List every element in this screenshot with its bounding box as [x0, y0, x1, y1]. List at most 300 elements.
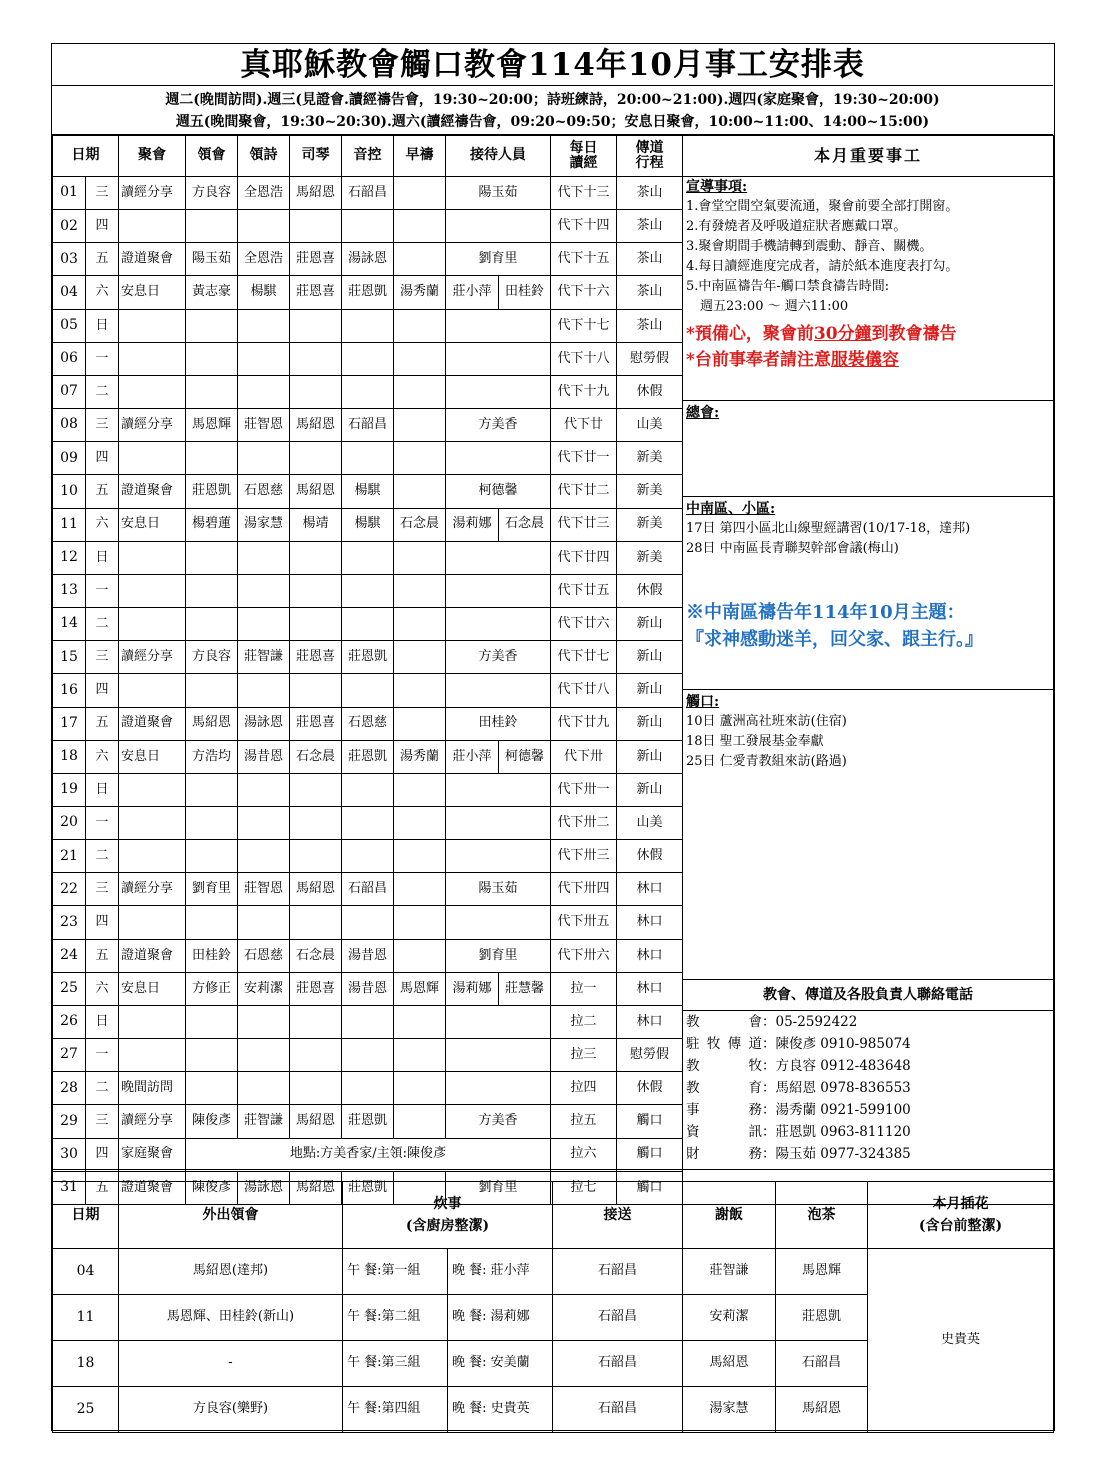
morning-prayer-cell: [394, 906, 446, 939]
meeting-cell: 安息日: [119, 508, 186, 541]
header-piano: 司琴: [290, 136, 342, 177]
transport-cell: 石韶昌: [553, 1295, 683, 1341]
reception-cell: [446, 1039, 551, 1072]
contact-row: [686, 1055, 1050, 1077]
reception-cell: [446, 608, 551, 641]
reception-cell: 湯莉娜: [446, 972, 499, 1005]
hymn-cell: [238, 342, 290, 375]
weekday-cell: 一: [86, 1039, 119, 1072]
contact-colon: ：: [762, 1102, 776, 1118]
lead-cell: [186, 906, 238, 939]
hymn-cell: [238, 375, 290, 408]
piano-cell: 馬紹恩: [290, 1171, 342, 1204]
date-cell: 21: [53, 840, 86, 873]
lunch-cell: 午 餐:第四組: [343, 1387, 448, 1433]
piano-cell: [290, 574, 342, 607]
dinner-cell: 晚 餐: 史貴英: [448, 1387, 553, 1433]
date-cell: 30: [53, 1138, 86, 1171]
header-mission-l1: 傳道: [635, 139, 664, 156]
sound-cell: 湯昔恩: [342, 972, 394, 1005]
lead-cell: [186, 342, 238, 375]
contact-colon: ：: [762, 1014, 776, 1030]
morning-prayer-cell: [394, 840, 446, 873]
meeting-times: [52, 86, 1053, 135]
publicity-item: 5.中南區禱告年-觸口禁食禱告時間:: [686, 279, 890, 294]
tea-cell: 馬恩輝: [776, 1249, 868, 1295]
sound-cell: 莊恩凱: [342, 1171, 394, 1204]
region-item: 28日 中南區長青聯契幹部會議(梅山): [686, 541, 899, 556]
duty-date-cell: 25: [53, 1387, 119, 1433]
mission-cell: 新山: [617, 740, 683, 773]
daily-reading-cell: 拉二: [551, 1005, 617, 1038]
reminder-prayer-c: 到教會禱告: [871, 324, 957, 344]
weekday-cell: 二: [86, 840, 119, 873]
hymn-cell: [238, 840, 290, 873]
weekday-cell: 五: [86, 939, 119, 972]
reminder-prayer: [686, 321, 1050, 347]
daily-reading-cell: 代下十四: [551, 210, 617, 243]
reception-cell: [446, 210, 551, 243]
mission-cell: 山美: [617, 409, 683, 442]
daily-reading-cell: 代下卅六: [551, 939, 617, 972]
contact-value: 湯秀蘭 0921-599100: [775, 1102, 911, 1118]
daily-reading-cell: 代下廿七: [551, 641, 617, 674]
lead-cell: [186, 840, 238, 873]
header-morning-prayer: 早禱: [394, 136, 446, 177]
contact-row: [686, 1033, 1050, 1055]
date-cell: 16: [53, 674, 86, 707]
mission-cell: 新山: [617, 608, 683, 641]
local-item: 25日 仁愛青教組來訪(路過): [686, 754, 847, 769]
weekday-cell: 三: [86, 641, 119, 674]
date-cell: 17: [53, 707, 86, 740]
contact-row: [686, 1121, 1050, 1143]
meeting-times-line-1: 週二(晚間訪問).週三(見證會.讀經禱告會，19:30~20:00；詩班練詩，20:00~21:00).週四(家庭聚會，19:30~20:00): [165, 92, 940, 108]
reception-cell: [446, 541, 551, 574]
daily-reading-cell: 代下卅三: [551, 840, 617, 873]
sound-cell: 莊恩凱: [342, 740, 394, 773]
sound-cell: [342, 906, 394, 939]
reception-cell: 莊小萍: [446, 740, 499, 773]
region-heading: 中南區、小區:: [686, 501, 776, 517]
daily-reading-cell: 拉一: [551, 972, 617, 1005]
weekday-cell: 二: [86, 375, 119, 408]
contact-role: 駐牧傳道: [686, 1036, 762, 1052]
piano-cell: 馬紹恩: [290, 475, 342, 508]
local-heading: 觸口:: [686, 694, 720, 710]
morning-prayer-cell: [394, 939, 446, 972]
reception-cell: 柯德馨: [446, 475, 551, 508]
weekday-cell: 六: [86, 740, 119, 773]
hymn-cell: 石恩慈: [238, 475, 290, 508]
lead-cell: [186, 442, 238, 475]
publicity-item: 1.會堂空間空氣要流通，聚會前要全部打開窗。: [686, 199, 959, 214]
date-cell: 11: [53, 508, 86, 541]
reception-cell: 方美香: [446, 641, 551, 674]
date-cell: 20: [53, 806, 86, 839]
lead-cell: 方修正: [186, 972, 238, 1005]
header-lead: 領會: [186, 136, 238, 177]
meeting-cell: [119, 1039, 186, 1072]
sound-cell: [342, 1005, 394, 1038]
mission-cell: 茶山: [617, 243, 683, 276]
reception-cell: [446, 840, 551, 873]
mission-cell: 觸口: [617, 1105, 683, 1138]
contact-row: [686, 1011, 1050, 1033]
hymn-cell: 湯詠恩: [238, 707, 290, 740]
meeting-cell: 讀經分享: [119, 641, 186, 674]
lead-cell: [186, 674, 238, 707]
region-theme: 『求神感動迷羊，回父家、跟主行。』: [686, 629, 983, 650]
header-daily-reading-l1: 每日: [569, 139, 598, 156]
meeting-cell: 證道聚會: [119, 939, 186, 972]
morning-prayer-cell: [394, 309, 446, 342]
reception-cell: [446, 375, 551, 408]
sound-cell: [342, 442, 394, 475]
piano-cell: 楊靖: [290, 508, 342, 541]
piano-cell: 莊恩喜: [290, 243, 342, 276]
contact-role: 財務: [686, 1146, 762, 1162]
piano-cell: 馬紹恩: [290, 409, 342, 442]
grace-cell: 馬紹恩: [683, 1341, 776, 1387]
lead-cell: 楊碧蓮: [186, 508, 238, 541]
hymn-cell: [238, 1072, 290, 1105]
sound-cell: 石韶昌: [342, 873, 394, 906]
piano-cell: 莊恩喜: [290, 641, 342, 674]
duty-header-grace: 謝飯: [683, 1182, 776, 1249]
date-cell: 14: [53, 608, 86, 641]
contacts-heading: 教會、傳道及各股負責人聯絡電話: [682, 979, 1053, 1011]
sound-cell: [342, 342, 394, 375]
daily-reading-cell: 拉三: [551, 1039, 617, 1072]
weekday-cell: 五: [86, 1171, 119, 1204]
lead-cell: 方浩均: [186, 740, 238, 773]
reception-cell: 柯德馨: [499, 740, 551, 773]
piano-cell: 莊恩喜: [290, 972, 342, 1005]
meeting-cell: [119, 674, 186, 707]
lead-cell: 莊恩凱: [186, 475, 238, 508]
mission-cell: 新美: [617, 508, 683, 541]
mission-cell: 新山: [617, 707, 683, 740]
weekday-cell: 四: [86, 442, 119, 475]
piano-cell: [290, 608, 342, 641]
date-cell: 07: [53, 375, 86, 408]
hymn-cell: [238, 773, 290, 806]
date-cell: 29: [53, 1105, 86, 1138]
outing-cell: -: [119, 1341, 343, 1387]
lead-cell: 方良容: [186, 177, 238, 210]
daily-reading-cell: 拉四: [551, 1072, 617, 1105]
mission-cell: 慰勞假: [617, 1039, 683, 1072]
meeting-cell: [119, 1005, 186, 1038]
piano-cell: [290, 1039, 342, 1072]
mission-cell: 新山: [617, 674, 683, 707]
weekday-cell: 四: [86, 674, 119, 707]
daily-reading-cell: 代下十九: [551, 375, 617, 408]
contact-value: 05-2592422: [775, 1014, 858, 1030]
transport-cell: 石韶昌: [553, 1249, 683, 1295]
publicity-item: 2.有發燒者及呼吸道症狀者應戴口罩。: [686, 219, 907, 234]
hymn-cell: [238, 442, 290, 475]
publicity-item: 週五23:00 ～ 週六11:00: [700, 299, 849, 314]
header-meeting: 聚會: [119, 136, 186, 177]
date-cell: 27: [53, 1039, 86, 1072]
weekday-cell: 五: [86, 707, 119, 740]
sound-cell: 莊恩凱: [342, 276, 394, 309]
mission-cell: 休假: [617, 840, 683, 873]
lead-cell: 陽玉茹: [186, 243, 238, 276]
mission-cell: 觸口: [617, 1138, 683, 1171]
local-panel: [682, 689, 1053, 979]
piano-cell: [290, 906, 342, 939]
piano-cell: 石念晨: [290, 740, 342, 773]
meeting-cell: 晚間訪問: [119, 1072, 186, 1105]
local-item: 18日 聖工發展基金奉獻: [686, 734, 824, 749]
daily-reading-cell: 代下廿四: [551, 541, 617, 574]
sound-cell: [342, 1072, 394, 1105]
date-cell: 05: [53, 309, 86, 342]
hymn-cell: 莊智恩: [238, 409, 290, 442]
weekday-cell: 三: [86, 177, 119, 210]
lead-cell: [186, 608, 238, 641]
weekday-cell: 四: [86, 210, 119, 243]
lead-cell: 馬恩輝: [186, 409, 238, 442]
hymn-cell: 莊智恩: [238, 873, 290, 906]
sound-cell: 石韶昌: [342, 409, 394, 442]
date-cell: 02: [53, 210, 86, 243]
daily-reading-cell: 代下卅二: [551, 806, 617, 839]
hymn-cell: [238, 1039, 290, 1072]
duty-table: [52, 1181, 1054, 1433]
mission-cell: 新美: [617, 541, 683, 574]
flower-cell: 史貴英: [868, 1249, 1054, 1433]
meeting-cell: 證道聚會: [119, 475, 186, 508]
meeting-cell: 安息日: [119, 972, 186, 1005]
duty-header-flower: [868, 1182, 1054, 1249]
duty-header-flower-l2: (含台前整潔): [918, 1218, 1003, 1234]
date-cell: 19: [53, 773, 86, 806]
morning-prayer-cell: [394, 342, 446, 375]
piano-cell: [290, 674, 342, 707]
meeting-cell: [119, 840, 186, 873]
grace-cell: 湯家慧: [683, 1387, 776, 1433]
sound-cell: [342, 541, 394, 574]
contact-value: 方良容 0912-483648: [775, 1058, 911, 1074]
date-cell: 26: [53, 1005, 86, 1038]
sound-cell: 莊恩凱: [342, 641, 394, 674]
publicity-panel: [682, 175, 1053, 400]
reminder-prayer-b: 30分鐘: [813, 324, 872, 344]
lead-cell: [186, 806, 238, 839]
daily-reading-cell: 代下廿三: [551, 508, 617, 541]
meeting-cell: [119, 309, 186, 342]
sound-cell: 石韶昌: [342, 177, 394, 210]
meeting-cell: 安息日: [119, 276, 186, 309]
daily-reading-cell: 代下廿五: [551, 574, 617, 607]
header-daily-reading-l2: 讀經: [569, 155, 598, 171]
sound-cell: [342, 773, 394, 806]
sound-cell: 石恩慈: [342, 707, 394, 740]
date-cell: 03: [53, 243, 86, 276]
reception-cell: [446, 442, 551, 475]
sound-cell: [342, 309, 394, 342]
reminder-attire-a: *台前事奉者請注意: [686, 350, 831, 370]
mission-cell: 茶山: [617, 276, 683, 309]
mission-cell: 休假: [617, 375, 683, 408]
contact-role: 資訊: [686, 1124, 762, 1140]
duty-header-tea: 泡茶: [776, 1182, 868, 1249]
reception-cell: 陽玉茹: [446, 873, 551, 906]
publicity-heading: 宣導事項:: [686, 179, 748, 195]
weekday-cell: 六: [86, 972, 119, 1005]
lead-cell: [186, 574, 238, 607]
contacts-panel: [682, 1011, 1053, 1171]
region-item: 17日 第四小區北山線聖經講習(10/17-18，達邦): [686, 521, 971, 536]
hymn-cell: 全恩浩: [238, 177, 290, 210]
morning-prayer-cell: [394, 210, 446, 243]
piano-cell: 馬紹恩: [290, 1105, 342, 1138]
morning-prayer-cell: [394, 707, 446, 740]
reception-cell: [446, 574, 551, 607]
general-heading: 總會:: [686, 405, 720, 421]
meeting-cell: [119, 574, 186, 607]
lead-cell: [186, 773, 238, 806]
lead-cell: [186, 541, 238, 574]
reception-cell: [446, 309, 551, 342]
reception-cell: 方美香: [446, 1105, 551, 1138]
weekday-cell: 一: [86, 342, 119, 375]
piano-cell: [290, 442, 342, 475]
piano-cell: [290, 342, 342, 375]
date-cell: 10: [53, 475, 86, 508]
daily-reading-cell: 代下卅四: [551, 873, 617, 906]
sound-cell: [342, 375, 394, 408]
daily-reading-cell: 代下十三: [551, 177, 617, 210]
contact-role: 教會: [686, 1014, 762, 1030]
duty-header-flower-l1: 本月插花: [932, 1196, 989, 1212]
meeting-cell: 讀經分享: [119, 1105, 186, 1138]
reception-cell: 莊小萍: [446, 276, 499, 309]
mission-cell: 林口: [617, 873, 683, 906]
reception-cell: [446, 906, 551, 939]
contact-row: [686, 1143, 1050, 1165]
reception-cell: 莊慧馨: [499, 972, 551, 1005]
daily-reading-cell: 代下廿二: [551, 475, 617, 508]
date-cell: 28: [53, 1072, 86, 1105]
date-cell: 18: [53, 740, 86, 773]
meeting-cell: 讀經分享: [119, 409, 186, 442]
contact-row: [686, 1099, 1050, 1121]
hymn-cell: [238, 210, 290, 243]
daily-reading-cell: 代下廿一: [551, 442, 617, 475]
header-mission: [617, 136, 683, 177]
meeting-cell: [119, 442, 186, 475]
daily-reading-cell: 代下十八: [551, 342, 617, 375]
transport-cell: 石韶昌: [553, 1387, 683, 1433]
dinner-cell: 晚 餐: 安美蘭: [448, 1341, 553, 1387]
morning-prayer-cell: 湯秀蘭: [394, 740, 446, 773]
contact-colon: ：: [762, 1036, 776, 1052]
lead-cell: 陳俊彥: [186, 1105, 238, 1138]
mission-cell: 林口: [617, 1005, 683, 1038]
sound-cell: [342, 574, 394, 607]
piano-cell: 馬紹恩: [290, 177, 342, 210]
contact-value: 馬紹恩 0978-836553: [775, 1080, 911, 1096]
daily-reading-cell: 拉五: [551, 1105, 617, 1138]
meeting-cell: [119, 806, 186, 839]
dinner-cell: 晚 餐: 湯莉娜: [448, 1295, 553, 1341]
mission-cell: 觸口: [617, 1171, 683, 1204]
morning-prayer-cell: [394, 1005, 446, 1038]
hymn-cell: 湯昔恩: [238, 740, 290, 773]
table-separator: [52, 1169, 1053, 1181]
outing-cell: 方良容(樂野): [119, 1387, 343, 1433]
outing-cell: 馬紹恩(達邦): [119, 1249, 343, 1295]
hymn-cell: [238, 608, 290, 641]
sound-cell: 湯昔恩: [342, 939, 394, 972]
duty-header-cooking-l2: (含廚房整潔): [405, 1218, 490, 1234]
contact-colon: ：: [762, 1080, 776, 1096]
contact-value: 陳俊彥 0910-985074: [775, 1036, 911, 1052]
duty-header-transport: 接送: [553, 1182, 683, 1249]
piano-cell: [290, 1072, 342, 1105]
mission-cell: 茶山: [617, 309, 683, 342]
morning-prayer-cell: [394, 773, 446, 806]
schedule-sheet: [51, 43, 1055, 1431]
daily-reading-cell: 代下廿六: [551, 608, 617, 641]
duty-date-cell: 04: [53, 1249, 119, 1295]
mission-cell: 休假: [617, 1072, 683, 1105]
daily-reading-cell: 代下十五: [551, 243, 617, 276]
piano-cell: [290, 309, 342, 342]
morning-prayer-cell: [394, 608, 446, 641]
header-sound: 音控: [342, 136, 394, 177]
mission-cell: 慰勞假: [617, 342, 683, 375]
meeting-cell: [119, 773, 186, 806]
sound-cell: [342, 806, 394, 839]
reception-cell: 田桂鈴: [499, 276, 551, 309]
weekday-cell: 日: [86, 309, 119, 342]
contact-role: 教牧: [686, 1058, 762, 1074]
header-events: 本月重要事工: [683, 136, 1054, 177]
mission-cell: 山美: [617, 806, 683, 839]
meeting-times-line-2: 週五(晚間聚會，19:30~20:30).週六(讀經禱告會，09:20~09:50；安息日聚會，10:00~11:00、14:00~15:00): [175, 114, 930, 130]
piano-cell: [290, 840, 342, 873]
contact-value: 陽玉茹 0977-324385: [775, 1146, 911, 1162]
daily-reading-cell: 代下十七: [551, 309, 617, 342]
daily-reading-cell: 代下卅五: [551, 906, 617, 939]
morning-prayer-cell: [394, 873, 446, 906]
sound-cell: [342, 1039, 394, 1072]
morning-prayer-cell: 馬恩輝: [394, 972, 446, 1005]
home-meeting-note-cell: 地點:方美香家/主領:陳俊彥: [186, 1138, 551, 1171]
duty-row: [53, 1249, 1054, 1295]
daily-reading-cell: 拉六: [551, 1138, 617, 1171]
weekday-cell: 三: [86, 409, 119, 442]
header-mission-l2: 行程: [635, 155, 664, 171]
meeting-cell: 讀經分享: [119, 177, 186, 210]
mission-cell: 新美: [617, 442, 683, 475]
reception-cell: 劉育里: [446, 939, 551, 972]
local-item: 10日 蘆洲高社班來訪(住宿): [686, 714, 847, 729]
meeting-cell: [119, 541, 186, 574]
meeting-cell: [119, 906, 186, 939]
lead-cell: [186, 1005, 238, 1038]
date-cell: 23: [53, 906, 86, 939]
lead-cell: 方良容: [186, 641, 238, 674]
morning-prayer-cell: [394, 475, 446, 508]
hymn-cell: [238, 906, 290, 939]
